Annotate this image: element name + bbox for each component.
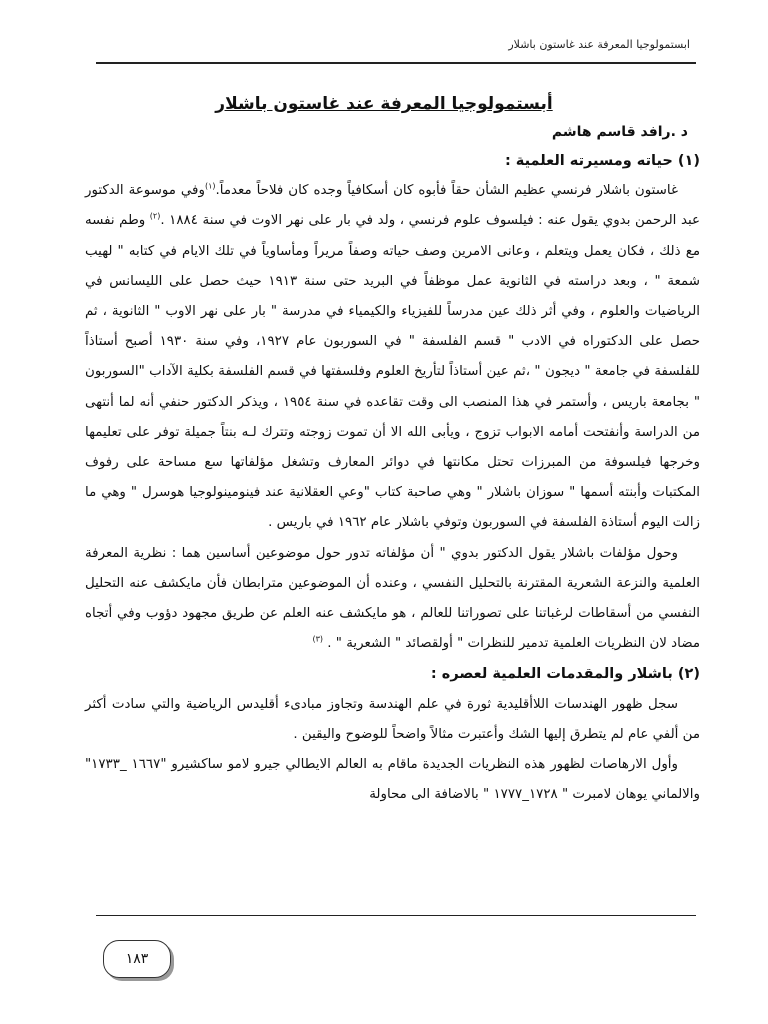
footnote-ref-2: (٢) — [149, 211, 161, 221]
paragraph-2-text: وحول مؤلفات باشلار يقول الدكتور بدوي " أن مؤلفاته تدور حول موضوعين أساسين هما : نظرية المعرفة العلمية والنزعة الشعرية المقترنة بالتحليل النفسي ، وعنده أن الموضوعين مترابطان فأن مايكشف عنه التحليل النفسي من أسقاطات لرغباتنا على تصوراتنا للعالم ، هو مايكشف عنه العلم عن طريق مجهود دؤوب وفي أتجاه مضاد لان النظريات العلمية تدمير للنظرات " أولقصائد " الشعرية " . — [85, 545, 700, 652]
paragraph-3: سجل ظهور الهندسات اللاأقليدية ثورة في علم الهندسة وتجاوز مبادىء أقليدس الرياضية والتي سادت أكثر من ألفي عام لم يتطرق إليها الشك وأعتبرت مثالاً واضحاً للوضوح واليقين . — [85, 696, 700, 742]
paragraph-1-part-c: وطم نفسه مع ذلك ، فكان يعمل ويتعلم ، وعانى الامرين وصف حياته وصفاً مريراً ومأساوياً في تلك الايام في كتابه " لهيب شمعة " ، وبعد دراسته في الثانوية عمل موظفاً في البريد حتى سنة ١٩١٣ حيث حصل على الليسانس في الرياضيات والعلوم ، وفي أثر ذلك عين مدرساً للفيزياء والكيمياء في مدرسة " بار على نهر الاوب " الثانوية ، ثم حصل على الدكتوراه في الادب " قسم الفلسفة " في السوربون عام ١٩٢٧، وفي سنة ١٩٣٠ أصبح أستاذاً للفلسفة في جامعة " ديجون " ،ثم عين أستاذاً لتأريخ العلوم وفلسفتها في قسم الفلسفة بكلية الآداب "السوربون " بجامعة باريس ، وأستمر في هذا المنصب الى وقت تقاعده في سنة ١٩٥٤ ، ويذكر الدكتور حنفي أنه لما أنتهى من الدراسة وأنفتحت أمامه الابواب تزوج ، ويأبى الله الا أن تموت زوجته وتترك لـه بنتاً جميلة توفر على تعليمها وخرجها فيلسوفة من المبرزات تحتل مكانتها في دوائر المعارف وتشغل مؤلفاتها سع مساحة على رفوف المكتبات وأبنته أسمها " سوزان باشلار " وهي صاحبة كتاب "وعي العقلانية عند فينومينولوجيا هوسرل " وهي ما زالت اليوم أستاذة الفلسفة في السوربون وتوفي باشلار عام ١٩٦٢ في باريس . — [85, 213, 700, 531]
paragraph-1-part-a: غاستون باشلار فرنسي عظيم الشأن حقاً فأبوه كان أسكافياً وجده كان فلاحاً معدماً. — [215, 183, 678, 199]
paragraph-4: وأول الارهاصات لظهور هذه النظريات الجديدة ماقام به العالم الايطالي جيرو لامو ساكشيرو "١٦٦٧ _١٧٣٣" والالماني يوهان لامبرت " ١٧٢٨_١٧٧٧ " بالاضافة الى محاولة — [85, 757, 700, 803]
article-body — [85, 146, 700, 810]
article-title: أبستمولوجيا المعرفة عند غاستون باشلار — [215, 94, 553, 114]
section-heading-1: (١) حياته ومسيرته العلمية : — [504, 153, 700, 169]
author-name: د .رافد قاسم هاشم — [551, 124, 688, 140]
footnote-ref-3: (٣) — [312, 634, 323, 644]
paragraph-1-part-b: وفي موسوعة الدكتور عبد الرحمن بدوي يقول عنه : فيلسوف علوم فرنسي ، ولد في بار على نهر الاوت في سنة ١٨٨٤ . — [85, 183, 701, 229]
running-header: ابستمولوجيا المعرفة عند غاستون باشلار — [508, 38, 690, 51]
header-divider — [96, 62, 696, 64]
section-heading-2: (٢) باشلار والمقدمات العلمية لعصره : — [430, 666, 700, 683]
paragraph-1 — [85, 176, 700, 538]
footer-divider — [96, 915, 696, 916]
paragraph-2 — [85, 539, 700, 660]
footnote-ref-1: (١) — [204, 181, 216, 191]
page-number: ١٨٣ — [103, 940, 171, 978]
